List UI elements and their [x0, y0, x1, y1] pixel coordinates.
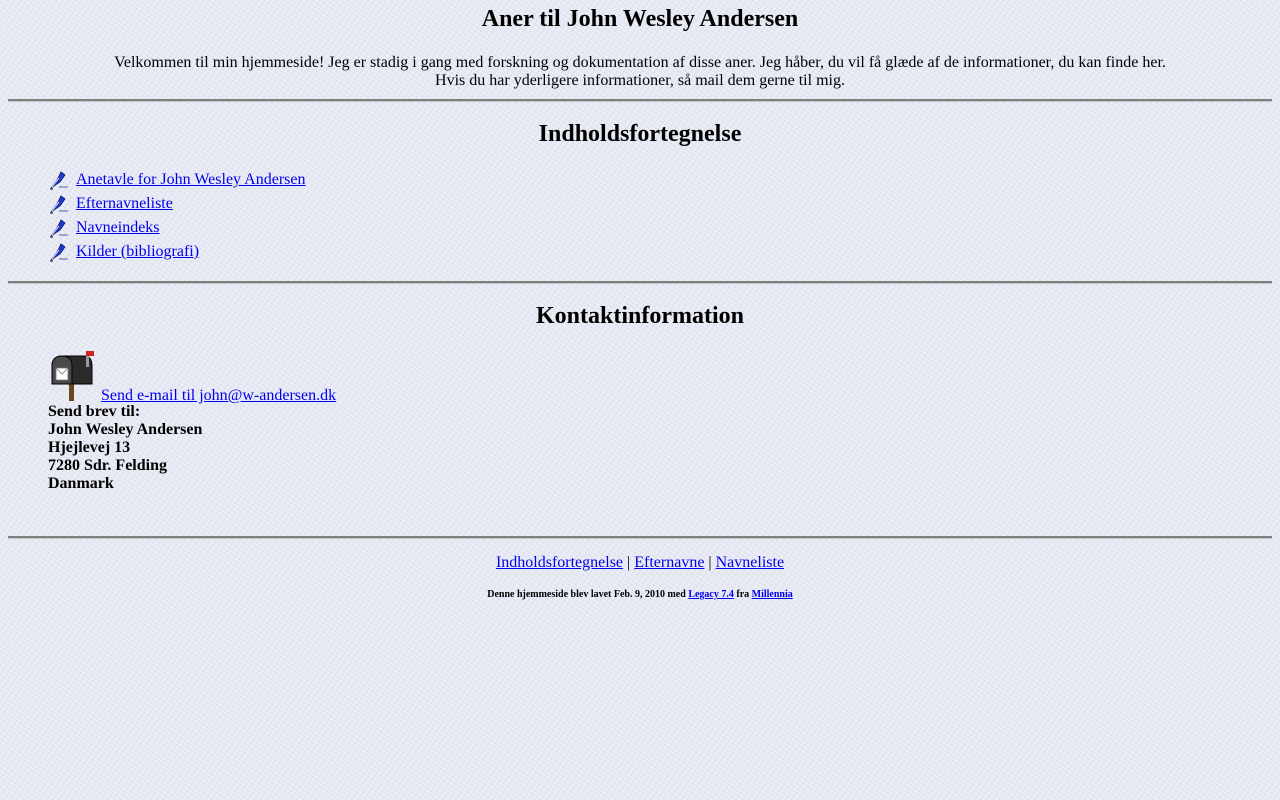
address-line-street: Hjejlevej 13 — [48, 439, 131, 456]
quill-pen-icon — [48, 217, 70, 239]
footer-credit — [0, 589, 1280, 600]
intro-line-1: Velkommen til min hjemmeside! Jeg er stadig i gang med forskning og dokumentation af disse aner. Jeg håber, du vil få glæde af de informationer, du kan finde her. — [114, 54, 1166, 71]
toc-item-efternavneliste — [48, 192, 305, 216]
footer-link-navneliste[interactable]: Navneliste — [715, 554, 785, 571]
email-row — [48, 350, 336, 402]
toc-list — [48, 168, 305, 264]
toc-item-kilder — [48, 240, 305, 264]
toc-link-navneindeks[interactable]: Navneindeks — [76, 219, 160, 236]
quill-pen-icon — [48, 193, 70, 215]
toc-item-navneindeks — [48, 216, 305, 240]
credit-prefix: Denne hjemmeside blev lavet Feb. 9, 2010 med — [487, 589, 686, 600]
quill-pen-icon — [48, 169, 70, 191]
divider-1 — [8, 99, 1272, 102]
footer-separator: | — [708, 554, 712, 571]
toc-heading: Indholdsfortegnelse — [538, 121, 742, 147]
intro-text — [0, 54, 1280, 90]
quill-pen-icon — [48, 241, 70, 263]
address-label: Send brev til: — [48, 403, 141, 420]
intro-line-2: Hvis du har yderligere informationer, så mail dem gerne til mig. — [435, 72, 845, 89]
email-link-label: Send e-mail til john@w-andersen.dk — [101, 387, 337, 404]
footer-link-efternavne[interactable]: Efternavne — [634, 554, 705, 571]
page-title: Aner til John Wesley Andersen — [481, 6, 799, 32]
toc-link-kilder[interactable]: Kilder (bibliografi) — [76, 243, 200, 260]
footer-separator: | — [627, 554, 631, 571]
address-line-country: Danmark — [48, 475, 114, 492]
credit-link-millennia[interactable]: Millennia — [751, 589, 793, 600]
credit-middle: fra — [736, 589, 750, 600]
credit-link-legacy[interactable]: Legacy 7.4 — [688, 589, 734, 600]
address-line-city: 7280 Sdr. Felding — [48, 457, 167, 474]
toc-link-efternavneliste[interactable]: Efternavneliste — [76, 195, 173, 212]
mailbox-icon — [48, 350, 96, 402]
footer-link-indholdsfortegnelse[interactable]: Indholdsfortegnelse — [495, 554, 624, 571]
footer-nav — [0, 554, 1280, 572]
divider-2 — [8, 281, 1272, 284]
toc-item-anetavle — [48, 168, 305, 192]
address-line-name: John Wesley Andersen — [48, 421, 203, 438]
divider-3 — [8, 536, 1272, 539]
contact-heading: Kontaktinformation — [535, 303, 744, 329]
email-link[interactable] — [48, 350, 336, 402]
toc-link-anetavle[interactable]: Anetavle for John Wesley Andersen — [76, 171, 306, 188]
postal-address — [48, 403, 202, 493]
